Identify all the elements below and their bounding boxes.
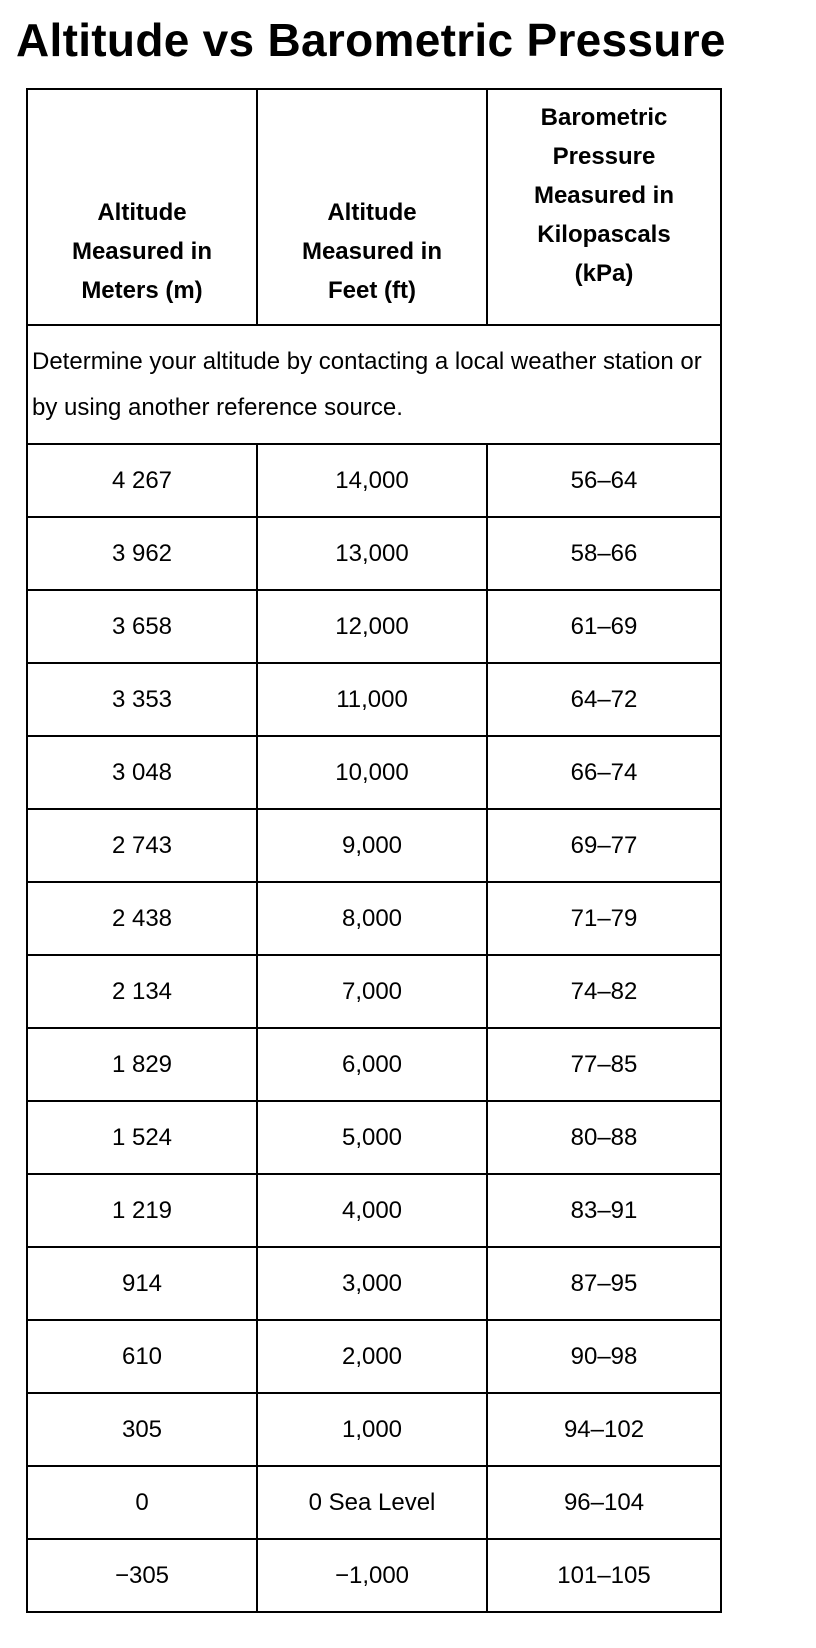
cell-pressure: 90–98 <box>487 1320 721 1393</box>
cell-pressure: 87–95 <box>487 1247 721 1320</box>
table-row <box>27 517 721 590</box>
cell-pressure: 94–102 <box>487 1393 721 1466</box>
note-text: Determine your altitude by contacting a local weather station or by using another reference source. <box>32 347 702 421</box>
cell-pressure: 66–74 <box>487 736 721 809</box>
cell-meters: 914 <box>27 1247 257 1320</box>
pressure-table-container <box>26 88 720 1613</box>
cell-meters: 2 438 <box>27 882 257 955</box>
cell-pressure: 77–85 <box>487 1028 721 1101</box>
header-feet-label: Altitude Measured in Feet (ft) <box>301 199 443 304</box>
cell-meters: 2 134 <box>27 955 257 1028</box>
page-title: Altitude vs Barometric Pressure <box>16 14 726 66</box>
cell-meters: −305 <box>27 1539 257 1612</box>
table-row <box>27 1466 721 1539</box>
table-row <box>27 663 721 736</box>
cell-meters: 610 <box>27 1320 257 1393</box>
cell-feet: 12,000 <box>257 590 487 663</box>
header-feet <box>257 89 487 325</box>
cell-feet: 3,000 <box>257 1247 487 1320</box>
header-meters-label: Altitude Measured in Meters (m) <box>71 199 213 304</box>
cell-pressure: 69–77 <box>487 809 721 882</box>
cell-feet: 11,000 <box>257 663 487 736</box>
cell-feet: 6,000 <box>257 1028 487 1101</box>
table-row <box>27 736 721 809</box>
cell-feet: 14,000 <box>257 444 487 517</box>
table-row <box>27 882 721 955</box>
note-row <box>27 325 721 444</box>
cell-feet: 9,000 <box>257 809 487 882</box>
cell-meters: 1 219 <box>27 1174 257 1247</box>
cell-feet: 7,000 <box>257 955 487 1028</box>
cell-meters: 3 962 <box>27 517 257 590</box>
table-row <box>27 1028 721 1101</box>
cell-feet: −1,000 <box>257 1539 487 1612</box>
table-row <box>27 1247 721 1320</box>
cell-feet: 4,000 <box>257 1174 487 1247</box>
cell-feet: 1,000 <box>257 1393 487 1466</box>
cell-feet: 8,000 <box>257 882 487 955</box>
cell-pressure: 83–91 <box>487 1174 721 1247</box>
cell-meters: 305 <box>27 1393 257 1466</box>
table-row <box>27 1101 721 1174</box>
table-row <box>27 1539 721 1612</box>
cell-feet: 0 Sea Level <box>257 1466 487 1539</box>
cell-pressure: 64–72 <box>487 663 721 736</box>
table-row <box>27 1320 721 1393</box>
table-body <box>27 325 721 1612</box>
cell-feet: 10,000 <box>257 736 487 809</box>
header-meters <box>27 89 257 325</box>
header-row <box>27 89 721 325</box>
note-cell <box>27 325 721 444</box>
cell-pressure: 96–104 <box>487 1466 721 1539</box>
cell-feet: 5,000 <box>257 1101 487 1174</box>
cell-pressure: 74–82 <box>487 955 721 1028</box>
cell-meters: 3 048 <box>27 736 257 809</box>
table-row <box>27 444 721 517</box>
cell-pressure: 58–66 <box>487 517 721 590</box>
cell-meters: 1 524 <box>27 1101 257 1174</box>
cell-meters: 3 658 <box>27 590 257 663</box>
cell-meters: 4 267 <box>27 444 257 517</box>
table-row <box>27 590 721 663</box>
cell-meters: 0 <box>27 1466 257 1539</box>
altitude-pressure-table <box>26 88 722 1613</box>
table-row <box>27 1174 721 1247</box>
cell-pressure: 101–105 <box>487 1539 721 1612</box>
table-row <box>27 809 721 882</box>
cell-meters: 1 829 <box>27 1028 257 1101</box>
cell-pressure: 71–79 <box>487 882 721 955</box>
table-row <box>27 955 721 1028</box>
header-pressure <box>487 89 721 325</box>
cell-pressure: 61–69 <box>487 590 721 663</box>
cell-feet: 2,000 <box>257 1320 487 1393</box>
header-pressure-label: Barometric Pressure Measured in Kilopascals (kPa) <box>533 104 675 287</box>
cell-meters: 3 353 <box>27 663 257 736</box>
cell-pressure: 80–88 <box>487 1101 721 1174</box>
table-row <box>27 1393 721 1466</box>
cell-pressure: 56–64 <box>487 444 721 517</box>
cell-meters: 2 743 <box>27 809 257 882</box>
cell-feet: 13,000 <box>257 517 487 590</box>
